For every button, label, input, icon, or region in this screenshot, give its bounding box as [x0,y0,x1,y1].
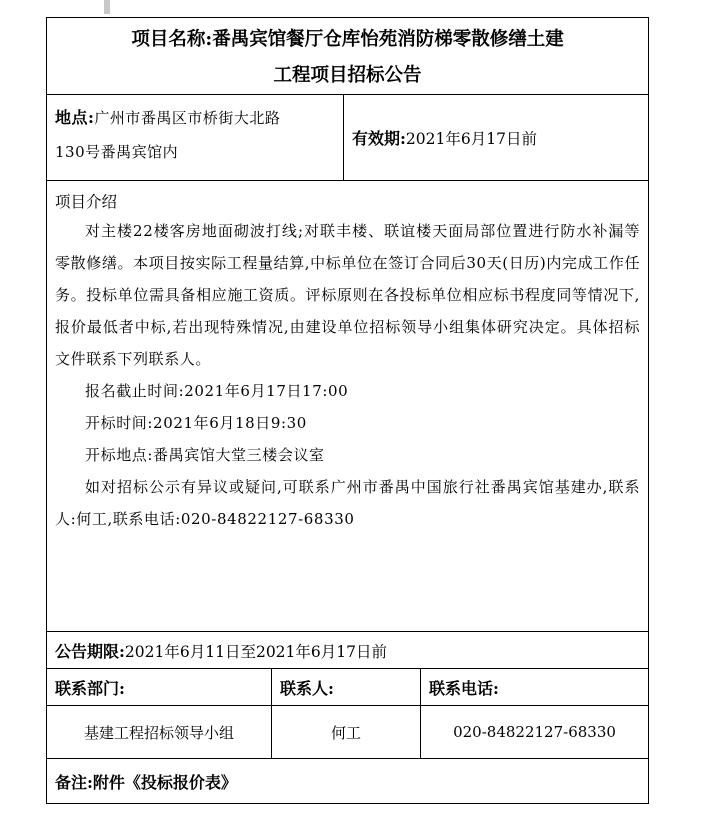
project-name-line2: 工程项目招标公告 [273,65,422,86]
location-label: 地点: [55,108,95,127]
contact-phone-value: 020-84822127-68330 [421,706,649,759]
intro-heading: 项目介绍 [55,193,118,211]
opening-place-text: 开标地点:番禺宾馆大堂三楼会议室 [85,446,325,464]
location-line2: 130号番禺宾馆内 [55,143,179,161]
contact-person-value: 何工 [272,706,421,759]
deadline-text: 报名截止时间:2021年6月17日17:00 [85,382,349,400]
contact-person-label: 联系人: [280,678,334,698]
location-line1: 广州市番禺区市桥街大北路 [94,109,281,127]
contact-dept-label: 联系部门: [55,678,125,698]
intro-cell [47,181,649,632]
tender-notice-table [46,17,649,804]
remark-text: 备注:附件《投标报价表》 [55,772,237,792]
intro-paragraph: 对主楼22楼客房地面砌波打线;对联丰楼、联谊楼天面局部位置进行防水补漏等零散修缮。本项目按实际工程量结算,中标单位在签订合同后30天(日历)内完成工作任务。投标单位需具备相应施工资质。评标原则在各投标单位相应标书程度同等情况下,报价最低者中标,若出现特殊情况,由建设单位招标领导小组集体研究决定。具体招标文件联系下列联系人。 [55,222,641,368]
project-name-line1: 番禺宾馆餐厅仓库怡苑消防梯零散修缮土建 [212,29,564,50]
location-cell [47,95,344,181]
period-label: 公告期限: [55,641,125,661]
contact-person-header [272,669,421,706]
contact-phone-header [421,669,649,706]
opening-time-text: 开标时间:2021年6月18日9:30 [85,414,307,432]
objection-text: 如对招标公示有异议或疑问,可联系广州市番禺中国旅行社番禺宾馆基建办,联系人:何工,联系电话:020-84822127-68330 [55,478,641,528]
title-cell [47,18,649,95]
contact-dept-header [47,669,272,706]
project-title [47,18,648,94]
project-name-label: 项目名称: [131,29,213,50]
period-cell [47,632,649,669]
contact-dept-value: 基建工程招标领导小组 [47,706,272,759]
validity-value: 2021年6月17日前 [405,130,537,148]
validity-label: 有效期: [352,129,406,148]
validity-cell [344,95,649,181]
remark-cell [47,759,649,804]
period-value: 2021年6月11日至2021年6月17日前 [124,642,387,661]
contact-phone-label: 联系电话: [429,678,499,698]
intro-body [47,215,648,535]
page-edge-mark [104,0,110,14]
